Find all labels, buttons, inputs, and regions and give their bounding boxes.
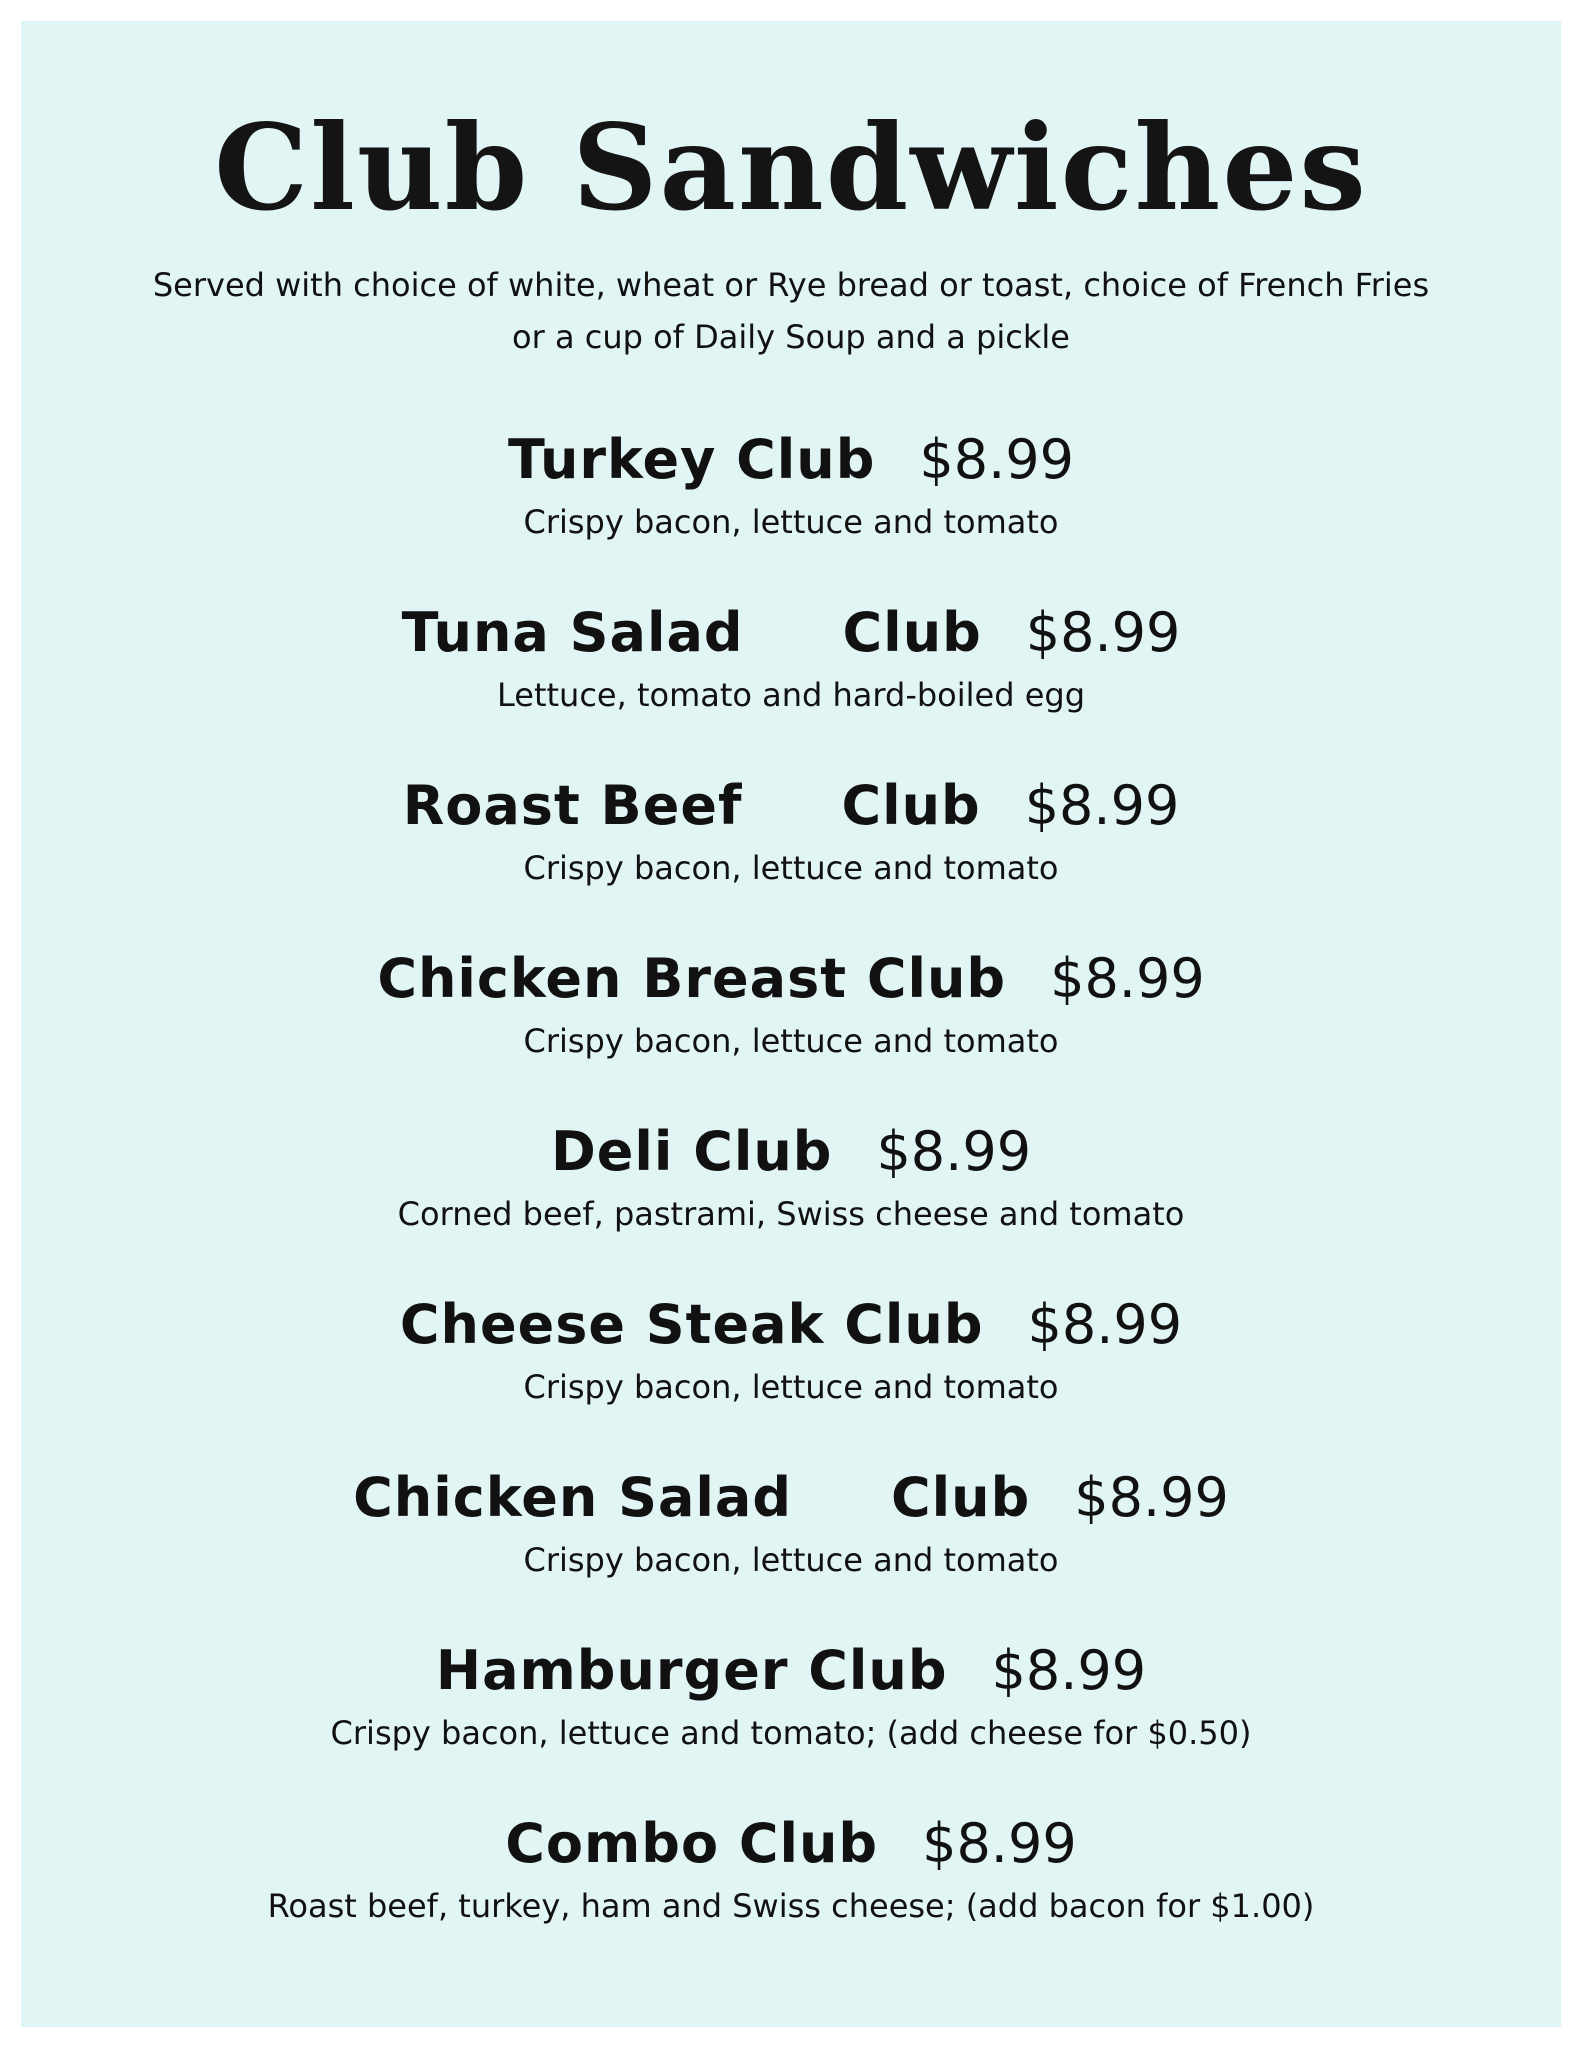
item-price: $8.99 (919, 428, 1074, 491)
item-price: $8.99 (922, 1812, 1077, 1875)
item-name: Hamburger Club (435, 1639, 948, 1702)
item-description: Crispy bacon, lettuce and tomato (523, 1022, 1059, 1060)
menu-item-hamburger-club (21, 1636, 1561, 1754)
menu-item-roast-beef-club (21, 771, 1561, 889)
item-price: $8.99 (1027, 1293, 1183, 1356)
menu-page (21, 21, 1561, 2027)
item-name: Turkey Club (508, 428, 876, 491)
item-name: Tuna Salad Club (401, 601, 982, 664)
item-price: $8.99 (991, 1639, 1147, 1702)
subtitle-line: or a cup of Daily Soup and a pickle (512, 318, 1070, 356)
item-price: $8.99 (1025, 601, 1181, 664)
subtitle-line: Served with choice of white, wheat or Rye bread or toast, choice of French Fries (152, 266, 1430, 304)
menu-item-chicken-breast-club (21, 944, 1561, 1062)
item-description: Crispy bacon, lettuce and tomato (523, 503, 1059, 541)
item-price: $8.99 (1074, 1466, 1229, 1529)
menu-subtitle (21, 259, 1561, 363)
item-description: Crispy bacon, lettuce and tomato (523, 849, 1059, 887)
item-price: $8.99 (1024, 774, 1180, 837)
item-description: Crispy bacon, lettuce and tomato; (add cheese for $0.50) (330, 1714, 1252, 1752)
menu-item-turkey-club (21, 425, 1561, 543)
item-description: Lettuce, tomato and hard-boiled egg (496, 676, 1086, 714)
menu-item-combo-club (21, 1809, 1561, 1927)
item-name: Chicken Salad Club (353, 1466, 1031, 1529)
item-name: Deli Club (550, 1120, 833, 1183)
item-name: Chicken Breast Club (377, 947, 1007, 1010)
item-description: Crispy bacon, lettuce and tomato (523, 1368, 1059, 1406)
item-price: $8.99 (876, 1120, 1032, 1183)
item-description: Crispy bacon, lettuce and tomato (523, 1541, 1059, 1579)
item-price: $8.99 (1050, 947, 1205, 1010)
menu-item-cheese-steak-club (21, 1290, 1561, 1408)
item-name: Roast Beef Club (402, 774, 981, 837)
menu-title: Club Sandwiches (214, 98, 1368, 237)
menu-item-deli-club (21, 1117, 1561, 1235)
menu-item-tuna-salad-club (21, 598, 1561, 716)
menu-item-chicken-salad-club (21, 1463, 1561, 1581)
item-name: Cheese Steak Club (399, 1293, 984, 1356)
item-name: Combo Club (505, 1812, 879, 1875)
item-description: Corned beef, pastrami, Swiss cheese and tomato (397, 1195, 1185, 1233)
item-description: Roast beef, turkey, ham and Swiss cheese; (add bacon for $1.00) (267, 1887, 1315, 1925)
